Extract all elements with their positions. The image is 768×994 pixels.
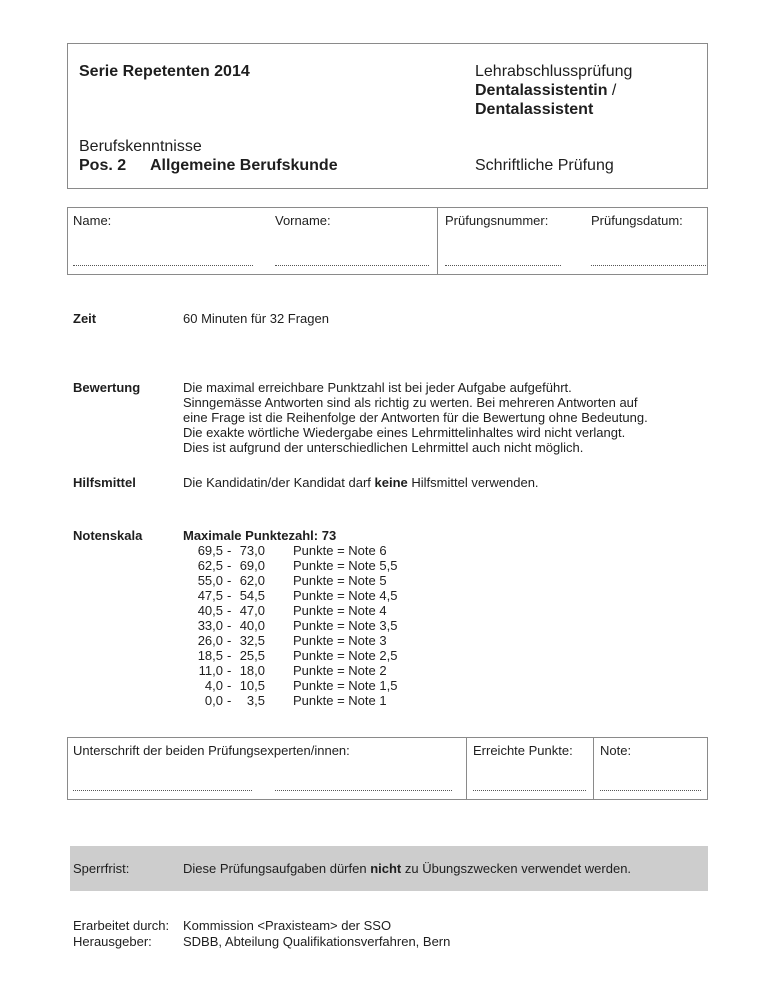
candidate-fields-box: [67, 207, 708, 275]
embargo-text-emphasis: nicht: [370, 861, 402, 876]
profession-male: Dentalassistent: [475, 101, 594, 118]
grade-text: Punkte = Note 1: [293, 693, 387, 708]
aids-label: Hilfsmittel: [73, 475, 136, 490]
signature-field-expert-1[interactable]: [73, 790, 252, 791]
grade-from: 18,5: [197, 648, 223, 663]
grade-to: 3,5: [246, 693, 265, 708]
publisher-label: Herausgeber:: [73, 934, 152, 949]
grade-field[interactable]: [600, 790, 701, 791]
grading-table: [183, 543, 483, 713]
signature-box: [67, 737, 708, 800]
grade-from: 69,5: [197, 543, 223, 558]
grade-to: 10,5: [239, 678, 265, 693]
grade-dash: -: [227, 543, 232, 558]
evaluation-line: Die exakte wörtliche Wiedergabe eines Lehrmittelinhaltes wird nicht verlangt.: [183, 425, 626, 440]
exam-date-field[interactable]: [591, 265, 706, 266]
profession-separator: /: [607, 82, 617, 99]
aids-text: [183, 475, 539, 490]
evaluation-label: Bewertung: [73, 380, 141, 395]
grade-text: Punkte = Note 2,5: [293, 648, 398, 663]
grade-to: 69,0: [239, 558, 265, 573]
first-name-field[interactable]: [275, 265, 429, 266]
position-title: Allgemeine Berufskunde: [150, 157, 338, 174]
points-achieved-field[interactable]: [473, 790, 586, 791]
exam-mode: Schriftliche Prüfung: [475, 157, 614, 174]
profession-female: Dentalassistentin: [475, 82, 608, 99]
aids-text-emphasis: keine: [374, 475, 408, 490]
grade-from: 4,0: [204, 678, 223, 693]
grade-text: Punkte = Note 6: [293, 543, 387, 558]
grade-text: Punkte = Note 3: [293, 633, 387, 648]
aids-text-before: Die Kandidatin/der Kandidat darf: [183, 475, 375, 490]
grade-dash: -: [227, 573, 232, 588]
grade-dash: -: [227, 618, 232, 633]
grade-dash: -: [227, 558, 232, 573]
grade-dash: -: [227, 648, 232, 663]
name-field[interactable]: [73, 265, 253, 266]
grade-to: 32,5: [239, 633, 265, 648]
grade-dash: -: [227, 693, 232, 708]
grade-from: 55,0: [197, 573, 223, 588]
grade-from: 33,0: [197, 618, 223, 633]
signature-box-divider-2: [593, 738, 594, 799]
grade-dash: -: [227, 633, 232, 648]
name-label: Name:: [73, 213, 112, 228]
grade-from: 0,0: [204, 693, 223, 708]
position-label: Pos. 2: [79, 157, 127, 174]
grade-text: Punkte = Note 4,5: [293, 588, 398, 603]
signature-label: Unterschrift der beiden Prüfungsexperten/innen:: [73, 743, 350, 758]
grade-to: 40,0: [239, 618, 265, 633]
evaluation-line: eine Frage ist die Reihenfolge der Antworten für die Bewertung ohne Bedeutung.: [183, 410, 648, 425]
exam-date-label: Prüfungsdatum:: [591, 213, 683, 228]
exam-header-box: [67, 43, 708, 189]
authored-by-value: Kommission <Praxisteam> der SSO: [183, 918, 392, 933]
grade-to: 73,0: [239, 543, 265, 558]
grade-dash: -: [227, 603, 232, 618]
authored-by-label: Erarbeitet durch:: [73, 918, 170, 933]
grade-to: 47,0: [239, 603, 265, 618]
grade-from: 11,0: [198, 663, 223, 678]
grading-label: Notenskala: [73, 528, 143, 543]
exam-number-field[interactable]: [445, 265, 561, 266]
embargo-label: Sperrfrist:: [73, 861, 130, 876]
time-value: 60 Minuten für 32 Fragen: [183, 311, 329, 326]
embargo-text-after: zu Übungszwecken verwendet werden.: [401, 861, 632, 876]
grade-text: Punkte = Note 5,5: [293, 558, 398, 573]
grade-from: 47,5: [197, 588, 223, 603]
grade-text: Punkte = Note 4: [293, 603, 387, 618]
grade-to: 25,5: [239, 648, 265, 663]
embargo-text-before: Diese Prüfungsaufgaben dürfen: [183, 861, 371, 876]
exam-number-label: Prüfungsnummer:: [445, 213, 549, 228]
grade-from: 26,0: [197, 633, 223, 648]
evaluation-text: [183, 380, 648, 455]
grade-text: Punkte = Note 3,5: [293, 618, 398, 633]
grade-from: 62,5: [197, 558, 223, 573]
grade-dash: -: [227, 663, 232, 678]
grade-dash: -: [227, 678, 232, 693]
grade-to: 54,5: [239, 588, 265, 603]
evaluation-line: Die maximal erreichbare Punktzahl ist bei jeder Aufgabe aufgeführt.: [183, 380, 572, 395]
aids-text-after: Hilfsmittel verwenden.: [407, 475, 539, 490]
grade-text: Punkte = Note 1,5: [293, 678, 398, 693]
time-label: Zeit: [73, 311, 97, 326]
series-title: Serie Repetenten 2014: [79, 63, 250, 80]
profession-line-1: [475, 81, 616, 100]
embargo-band: [70, 846, 708, 891]
grading-max-points: Maximale Punktezahl: 73: [183, 528, 337, 543]
evaluation-line: Dies ist aufgrund der unterschiedlichen Lehrmittel auch nicht möglich.: [183, 440, 584, 455]
grade-text: Punkte = Note 5: [293, 573, 387, 588]
signature-box-divider-1: [466, 738, 467, 799]
subject-area: Berufskenntnisse: [79, 138, 202, 155]
first-name-label: Vorname:: [275, 213, 331, 228]
candidate-box-divider: [437, 208, 438, 274]
points-achieved-label: Erreichte Punkte:: [473, 743, 573, 758]
grade-label: Note:: [600, 743, 632, 758]
evaluation-line: Sinngemässe Antworten sind als richtig zu werten. Bei mehreren Antworten auf: [183, 395, 638, 410]
grade-from: 40,5: [197, 603, 223, 618]
embargo-text: [183, 861, 631, 876]
grade-to: 18,0: [239, 663, 265, 678]
grade-text: Punkte = Note 2: [293, 663, 387, 678]
exam-type: Lehrabschlussprüfung: [475, 63, 633, 80]
signature-field-expert-2[interactable]: [275, 790, 452, 791]
grade-to: 62,0: [239, 573, 265, 588]
grade-dash: -: [227, 588, 232, 603]
publisher-value: SDBB, Abteilung Qualifikationsverfahren, Bern: [183, 934, 451, 949]
